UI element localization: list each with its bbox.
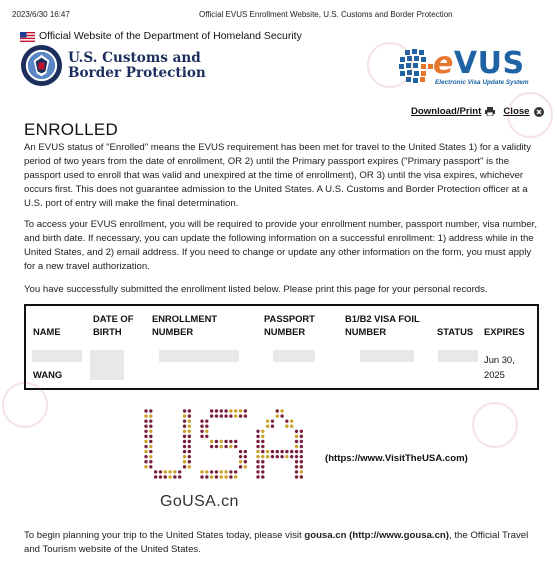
usa-dot — [256, 475, 259, 478]
usa-dot — [183, 425, 186, 428]
header-name: NAME — [33, 326, 61, 337]
usa-dot — [183, 445, 186, 448]
usa-dot — [229, 445, 232, 448]
usa-dot — [183, 455, 186, 458]
usa-dot — [280, 450, 283, 453]
usa-dot — [300, 465, 303, 468]
watermark-icon — [0, 380, 50, 430]
usa-dot — [144, 430, 147, 433]
usa-dot — [239, 450, 242, 453]
usa-dot — [295, 430, 298, 433]
usa-dot — [271, 425, 274, 428]
close-link[interactable]: Close — [503, 106, 530, 117]
usa-dot — [239, 460, 242, 463]
usa-dot — [300, 455, 303, 458]
redacted-dob — [90, 350, 124, 380]
usa-dot — [300, 460, 303, 463]
usa-dot — [244, 450, 247, 453]
usa-dot — [149, 445, 152, 448]
redacted-enrollment-number — [159, 350, 239, 362]
closing-paragraph: To begin planning your trip to the United States today, please visit gousa.cn (http://www.gousa.cn), the Official Travel and Tourism website of the United States. — [24, 530, 529, 555]
usa-dot — [256, 455, 259, 458]
usa-dot — [205, 430, 208, 433]
print-page-title: Official EVUS Enrollment Website, U.S. Customs and Border Protection — [199, 10, 453, 19]
usa-dot — [261, 440, 264, 443]
usa-dot — [300, 445, 303, 448]
usa-dot — [178, 475, 181, 478]
usa-dot — [234, 440, 237, 443]
usa-dot — [183, 465, 186, 468]
usa-dot — [188, 430, 191, 433]
usa-dot — [256, 435, 259, 438]
cbp-logo — [20, 44, 206, 87]
usa-dot — [266, 425, 269, 428]
usa-dot — [261, 475, 264, 478]
usa-dot — [183, 450, 186, 453]
usa-dot — [224, 445, 227, 448]
gov-banner — [20, 29, 302, 44]
printer-icon[interactable] — [485, 107, 495, 116]
usa-dot — [280, 409, 283, 412]
usa-dot — [229, 414, 232, 417]
usa-dot — [188, 419, 191, 422]
usa-dot — [234, 414, 237, 417]
usa-dot — [220, 409, 223, 412]
redacted-visa-number — [360, 350, 414, 362]
usa-dot — [188, 450, 191, 453]
print-date: 2023/6/30 16:47 — [12, 10, 70, 19]
redacted-name-part — [32, 350, 82, 362]
usa-dot — [220, 445, 223, 448]
usa-dot — [149, 425, 152, 428]
agency-name-line1: U.S. Customs and — [68, 49, 201, 66]
usa-dot — [183, 414, 186, 417]
gousa-site-link[interactable]: gousa.cn — [304, 530, 347, 541]
usa-dot — [168, 470, 171, 473]
usa-dot — [154, 470, 157, 473]
usa-dot — [239, 409, 242, 412]
usa-dot — [200, 419, 203, 422]
usa-dot — [144, 455, 147, 458]
usa-dot — [159, 470, 162, 473]
usa-dot — [285, 419, 288, 422]
usa-dot — [210, 440, 213, 443]
usa-dot — [276, 409, 279, 412]
usa-dot — [183, 430, 186, 433]
usa-dot — [234, 445, 237, 448]
usa-dot — [149, 465, 152, 468]
usa-dot — [229, 470, 232, 473]
usa-dot — [154, 475, 157, 478]
usa-dot — [271, 419, 274, 422]
usa-dot — [271, 455, 274, 458]
usa-dot — [261, 430, 264, 433]
usa-dot — [164, 475, 167, 478]
usa-dot — [188, 465, 191, 468]
usa-dot — [188, 455, 191, 458]
usa-dot — [205, 425, 208, 428]
header-passport-number: PASSPORT NUMBER — [264, 313, 315, 337]
usa-dot — [215, 445, 218, 448]
usa-dot — [224, 409, 227, 412]
usa-dot — [205, 470, 208, 473]
usa-dot — [295, 460, 298, 463]
usa-dot — [149, 430, 152, 433]
usa-dot — [144, 465, 147, 468]
usa-dot — [183, 435, 186, 438]
usa-dot — [244, 455, 247, 458]
usa-dot — [285, 450, 288, 453]
usa-dot — [149, 414, 152, 417]
usa-dot — [188, 445, 191, 448]
evus-wordmark: eVUS — [433, 46, 525, 81]
usa-dot — [220, 440, 223, 443]
usa-dot — [164, 470, 167, 473]
usa-dot — [200, 435, 203, 438]
usa-dot — [149, 460, 152, 463]
usa-dot — [210, 414, 213, 417]
usa-dot — [256, 440, 259, 443]
usa-dot — [188, 435, 191, 438]
header-enrollment-number: ENROLLMENT NUMBER — [152, 313, 218, 337]
header-visa-foil-number: B1/B2 VISA FOIL NUMBER — [345, 313, 420, 337]
header-expires: EXPIRES — [484, 326, 525, 337]
usa-dot — [210, 470, 213, 473]
usa-dot — [149, 455, 152, 458]
submission-confirmation: You have successfully submitted the enrollment listed below. Please print this page for your personal records. — [24, 284, 488, 295]
usa-dot — [215, 440, 218, 443]
usa-dot — [295, 455, 298, 458]
usa-dot — [244, 460, 247, 463]
gousa-brand: GoUSA.cn — [160, 493, 239, 510]
usa-dot — [149, 419, 152, 422]
usa-dot — [266, 450, 269, 453]
usa-dot — [261, 460, 264, 463]
usa-dot — [239, 414, 242, 417]
usa-dot — [188, 409, 191, 412]
watermark-icon — [505, 90, 555, 140]
usa-dot — [244, 465, 247, 468]
watermark-icon — [470, 400, 520, 450]
usa-dot — [261, 465, 264, 468]
usa-dot — [149, 435, 152, 438]
usa-dot — [295, 440, 298, 443]
usa-dot — [220, 475, 223, 478]
usa-dot — [256, 465, 259, 468]
usa-dot — [144, 425, 147, 428]
agency-name — [68, 51, 206, 80]
usa-dot — [183, 419, 186, 422]
usa-dot — [244, 414, 247, 417]
usa-dot — [144, 419, 147, 422]
usa-dot — [215, 470, 218, 473]
us-flag-icon — [20, 32, 35, 42]
usa-dot — [290, 425, 293, 428]
usa-dot — [295, 445, 298, 448]
usa-dot — [188, 425, 191, 428]
usa-dot — [215, 414, 218, 417]
usa-dot — [290, 450, 293, 453]
usa-dot — [188, 440, 191, 443]
usa-dot — [173, 475, 176, 478]
usa-dot — [200, 430, 203, 433]
usa-dot — [229, 440, 232, 443]
usa-dot — [229, 475, 232, 478]
usa-dot — [144, 460, 147, 463]
usa-dot — [290, 419, 293, 422]
usa-dot — [149, 440, 152, 443]
usa-dot — [285, 455, 288, 458]
usa-dot — [234, 475, 237, 478]
usa-dot — [261, 435, 264, 438]
usa-dot — [149, 409, 152, 412]
usa-dot — [300, 435, 303, 438]
usa-dot — [295, 465, 298, 468]
usa-dot — [144, 445, 147, 448]
enrollment-table — [24, 304, 539, 390]
usa-dot — [266, 455, 269, 458]
usa-dot — [178, 470, 181, 473]
usa-dot — [276, 414, 279, 417]
usa-dot — [205, 419, 208, 422]
header-dob: DATE OF BIRTH — [93, 313, 134, 337]
usa-dot — [183, 460, 186, 463]
visit-the-usa-link[interactable]: (https://www.VisitTheUSA.com) — [325, 453, 468, 464]
usa-dot — [220, 414, 223, 417]
usa-dot — [261, 445, 264, 448]
status-explanation: An EVUS status of "Enrolled" means the EVUS requirement has been met for travel to the United States 1) for a validity period of two years from the date of enrollment, OR 2) until the Primary passport expires ("Primary passport" is the passport used to enroll that was valid and unexpired at the time of enrollment), OR 3) until the visa expires, whichever occurs first. This does not guarantee admission to the United States. A U.S. Customs and Border Protection officer at a U.S. port of entry will make the final determination. — [24, 142, 532, 209]
watermark-icon — [365, 40, 415, 90]
usa-dot — [224, 475, 227, 478]
usa-dot — [285, 425, 288, 428]
usa-dot — [261, 455, 264, 458]
row-expires: Jun 30, 2025 — [484, 354, 515, 381]
usa-dot — [168, 475, 171, 478]
usa-dot — [210, 445, 213, 448]
usa-dot — [300, 470, 303, 473]
usa-dot — [205, 435, 208, 438]
usa-dot — [276, 455, 279, 458]
usa-dot — [239, 455, 242, 458]
usa-dot — [234, 470, 237, 473]
usa-dot — [183, 440, 186, 443]
usa-dot — [244, 409, 247, 412]
usa-dot — [200, 470, 203, 473]
usa-dot — [300, 440, 303, 443]
usa-dot — [280, 455, 283, 458]
usa-dot — [149, 450, 152, 453]
usa-dot — [224, 414, 227, 417]
redacted-status — [438, 350, 478, 362]
redacted-passport-number — [273, 350, 315, 362]
usa-dot — [224, 470, 227, 473]
usa-dot — [300, 450, 303, 453]
usa-dot — [210, 409, 213, 412]
usa-dot — [290, 455, 293, 458]
usa-dot — [144, 450, 147, 453]
usa-dot — [215, 475, 218, 478]
usa-dot — [224, 440, 227, 443]
usa-dot — [188, 460, 191, 463]
agency-name-line2: Border Protection — [68, 64, 206, 81]
usa-dot — [144, 414, 147, 417]
usa-dot — [256, 470, 259, 473]
usa-dot — [256, 460, 259, 463]
usa-dot — [256, 430, 259, 433]
usa-dot — [144, 435, 147, 438]
usa-dot — [159, 475, 162, 478]
download-print-link[interactable]: Download/Print — [411, 106, 482, 117]
usa-dot — [256, 445, 259, 448]
usa-dot — [144, 440, 147, 443]
gousa-url-link[interactable]: (http://www.gousa.cn) — [349, 530, 449, 541]
usa-dot — [256, 450, 259, 453]
usa-dotted-logo-icon — [142, 405, 307, 485]
usa-dot — [261, 450, 264, 453]
usa-dot — [276, 450, 279, 453]
page-title: ENROLLED — [24, 120, 119, 139]
usa-dot — [220, 470, 223, 473]
usa-dot — [229, 409, 232, 412]
evus-logo — [395, 44, 545, 90]
header-status: STATUS — [437, 326, 474, 337]
print-header — [12, 9, 533, 21]
usa-dot — [210, 475, 213, 478]
usa-dot — [300, 475, 303, 478]
usa-dot — [295, 435, 298, 438]
usa-dot — [280, 414, 283, 417]
row-name: WANG — [33, 369, 63, 380]
usa-dot — [173, 470, 176, 473]
usa-dot — [183, 409, 186, 412]
usa-dot — [200, 425, 203, 428]
gov-banner-text: Official Website of the Department of Homeland Security — [39, 30, 302, 42]
usa-dot — [205, 475, 208, 478]
usa-dot — [266, 419, 269, 422]
usa-dot — [295, 475, 298, 478]
usa-dot — [261, 470, 264, 473]
usa-dot — [188, 414, 191, 417]
usa-dot — [271, 450, 274, 453]
usa-dot — [144, 409, 147, 412]
usa-dot — [239, 465, 242, 468]
usa-dot — [200, 475, 203, 478]
usa-dot — [295, 450, 298, 453]
evus-tagline: Electronic Visa Update System — [435, 79, 529, 86]
usa-dot — [215, 409, 218, 412]
usa-dot — [300, 430, 303, 433]
usa-dot — [295, 470, 298, 473]
access-instructions: To access your EVUS enrollment, you will be required to provide your enrollment number, passport number, visa number, and birth date. If necessary, you can update the following information on a successful enrollment: 1) address while in the United States, and 2) email address. If you need to change or update any other information on the form, you must apply for a new travel authorization. — [24, 219, 537, 272]
dhs-seal-icon — [20, 44, 63, 87]
usa-dot — [234, 409, 237, 412]
